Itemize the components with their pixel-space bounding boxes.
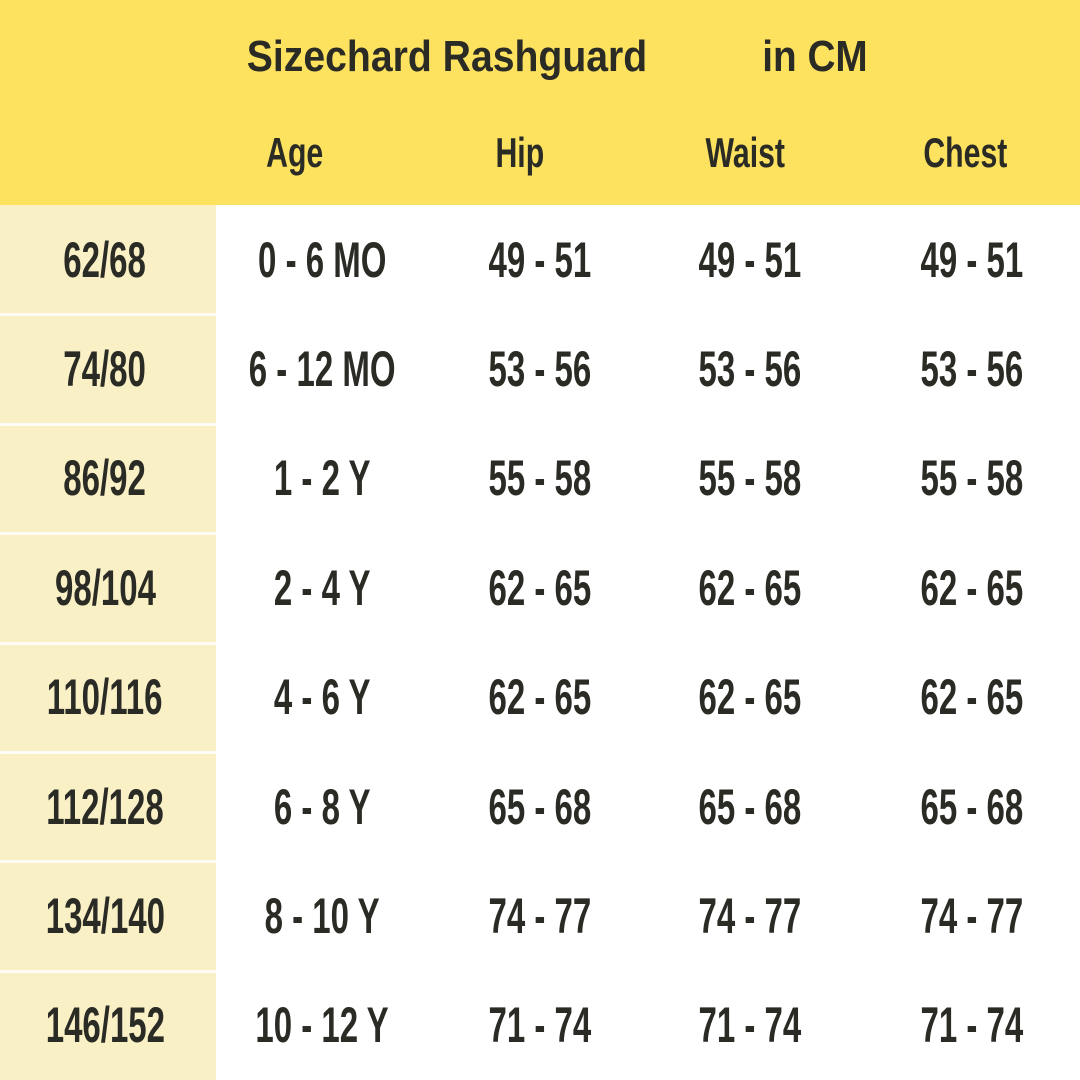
cell-hip-value: 55 - 58	[488, 450, 592, 507]
cell-hip-value: 65 - 68	[488, 778, 592, 835]
table-row	[0, 971, 1080, 1080]
cell-age-value: 8 - 10 Y	[264, 887, 380, 944]
cell-chest	[862, 971, 1080, 1080]
cell-waist-value: 74 - 77	[698, 887, 802, 944]
cell-waist	[640, 314, 860, 423]
cell-hip-value: 62 - 65	[488, 559, 592, 616]
column-header-hip-label: Hip	[495, 129, 545, 176]
cell-age-value: 0 - 6 MO	[257, 231, 387, 288]
cell-waist	[640, 971, 860, 1080]
cell-age	[212, 205, 432, 314]
table-row	[0, 424, 1080, 533]
cell-chest-value: 62 - 65	[920, 559, 1024, 616]
cell-chest	[862, 424, 1080, 533]
cell-hip-value: 53 - 56	[488, 341, 592, 398]
cell-hip	[430, 971, 650, 1080]
cell-waist	[640, 205, 860, 314]
cell-waist-value: 71 - 74	[698, 997, 802, 1054]
cell-hip	[430, 752, 650, 861]
cell-chest-value: 65 - 68	[920, 778, 1024, 835]
cell-chest-value: 62 - 65	[920, 669, 1024, 726]
column-header-waist	[645, 118, 845, 188]
table-row	[0, 861, 1080, 970]
cell-hip	[430, 861, 650, 970]
cell-age	[212, 971, 432, 1080]
cell-chest	[862, 314, 1080, 423]
cell-hip-value: 62 - 65	[488, 669, 592, 726]
table-row	[0, 314, 1080, 423]
cell-hip-value: 74 - 77	[488, 887, 592, 944]
cell-age-value: 4 - 6 Y	[273, 669, 371, 726]
table-row	[0, 752, 1080, 861]
cell-waist	[640, 643, 860, 752]
column-header-hip	[420, 118, 620, 188]
cell-chest	[862, 205, 1080, 314]
cell-chest-value: 53 - 56	[920, 341, 1024, 398]
column-header-chest-label: Chest	[922, 129, 1008, 176]
cell-size	[0, 205, 215, 314]
table-body	[0, 205, 1080, 1080]
cell-hip-value: 71 - 74	[488, 997, 592, 1054]
cell-size-value: 146/152	[45, 997, 165, 1054]
cell-hip	[430, 205, 650, 314]
cell-age-value: 10 - 12 Y	[255, 997, 389, 1054]
cell-chest	[862, 861, 1080, 970]
cell-age-value: 1 - 2 Y	[273, 450, 371, 507]
cell-chest-value: 49 - 51	[920, 231, 1024, 288]
cell-size-value: 98/104	[54, 559, 156, 616]
cell-waist	[640, 533, 860, 642]
cell-waist	[640, 752, 860, 861]
cell-size-value: 112/128	[46, 778, 164, 835]
cell-size	[0, 533, 215, 642]
cell-size-value: 86/92	[63, 450, 147, 507]
cell-size	[0, 643, 215, 752]
cell-size	[0, 752, 215, 861]
cell-waist-value: 62 - 65	[698, 669, 802, 726]
cell-age-value: 6 - 12 MO	[248, 341, 396, 398]
cell-hip	[430, 424, 650, 533]
table-row	[0, 205, 1080, 314]
column-header-age	[195, 118, 395, 188]
cell-age	[212, 643, 432, 752]
unit-label: in CM	[762, 32, 868, 81]
cell-chest	[862, 752, 1080, 861]
cell-waist	[640, 861, 860, 970]
cell-size	[0, 971, 215, 1080]
cell-waist-value: 53 - 56	[698, 341, 802, 398]
cell-age	[212, 752, 432, 861]
table-row	[0, 643, 1080, 752]
cell-waist-value: 62 - 65	[698, 559, 802, 616]
cell-chest-value: 55 - 58	[920, 450, 1024, 507]
column-header-waist-label: Waist	[705, 129, 785, 176]
cell-age-value: 6 - 8 Y	[273, 778, 371, 835]
table-title: Sizechard Rashguard	[246, 32, 648, 81]
cell-age-value: 2 - 4 Y	[273, 559, 371, 616]
cell-chest-value: 71 - 74	[920, 997, 1024, 1054]
cell-hip	[430, 643, 650, 752]
cell-age	[212, 314, 432, 423]
cell-age	[212, 424, 432, 533]
cell-chest	[862, 643, 1080, 752]
cell-size-value: 62/68	[63, 231, 147, 288]
cell-size-value: 74/80	[63, 341, 147, 398]
cell-waist-value: 49 - 51	[698, 231, 802, 288]
cell-chest	[862, 533, 1080, 642]
cell-hip	[430, 533, 650, 642]
cell-size	[0, 861, 215, 970]
cell-size	[0, 424, 215, 533]
cell-age	[212, 861, 432, 970]
cell-waist-value: 55 - 58	[698, 450, 802, 507]
table-header-band	[0, 0, 1080, 205]
column-header-chest	[865, 118, 1065, 188]
column-header-age-label: Age	[266, 129, 324, 176]
cell-hip	[430, 314, 650, 423]
cell-waist	[640, 424, 860, 533]
cell-chest-value: 74 - 77	[920, 887, 1024, 944]
table-row	[0, 533, 1080, 642]
cell-size-value: 134/140	[45, 887, 165, 944]
cell-age	[212, 533, 432, 642]
cell-hip-value: 49 - 51	[488, 231, 592, 288]
cell-size-value: 110/116	[47, 669, 163, 726]
cell-waist-value: 65 - 68	[698, 778, 802, 835]
cell-size	[0, 314, 215, 423]
